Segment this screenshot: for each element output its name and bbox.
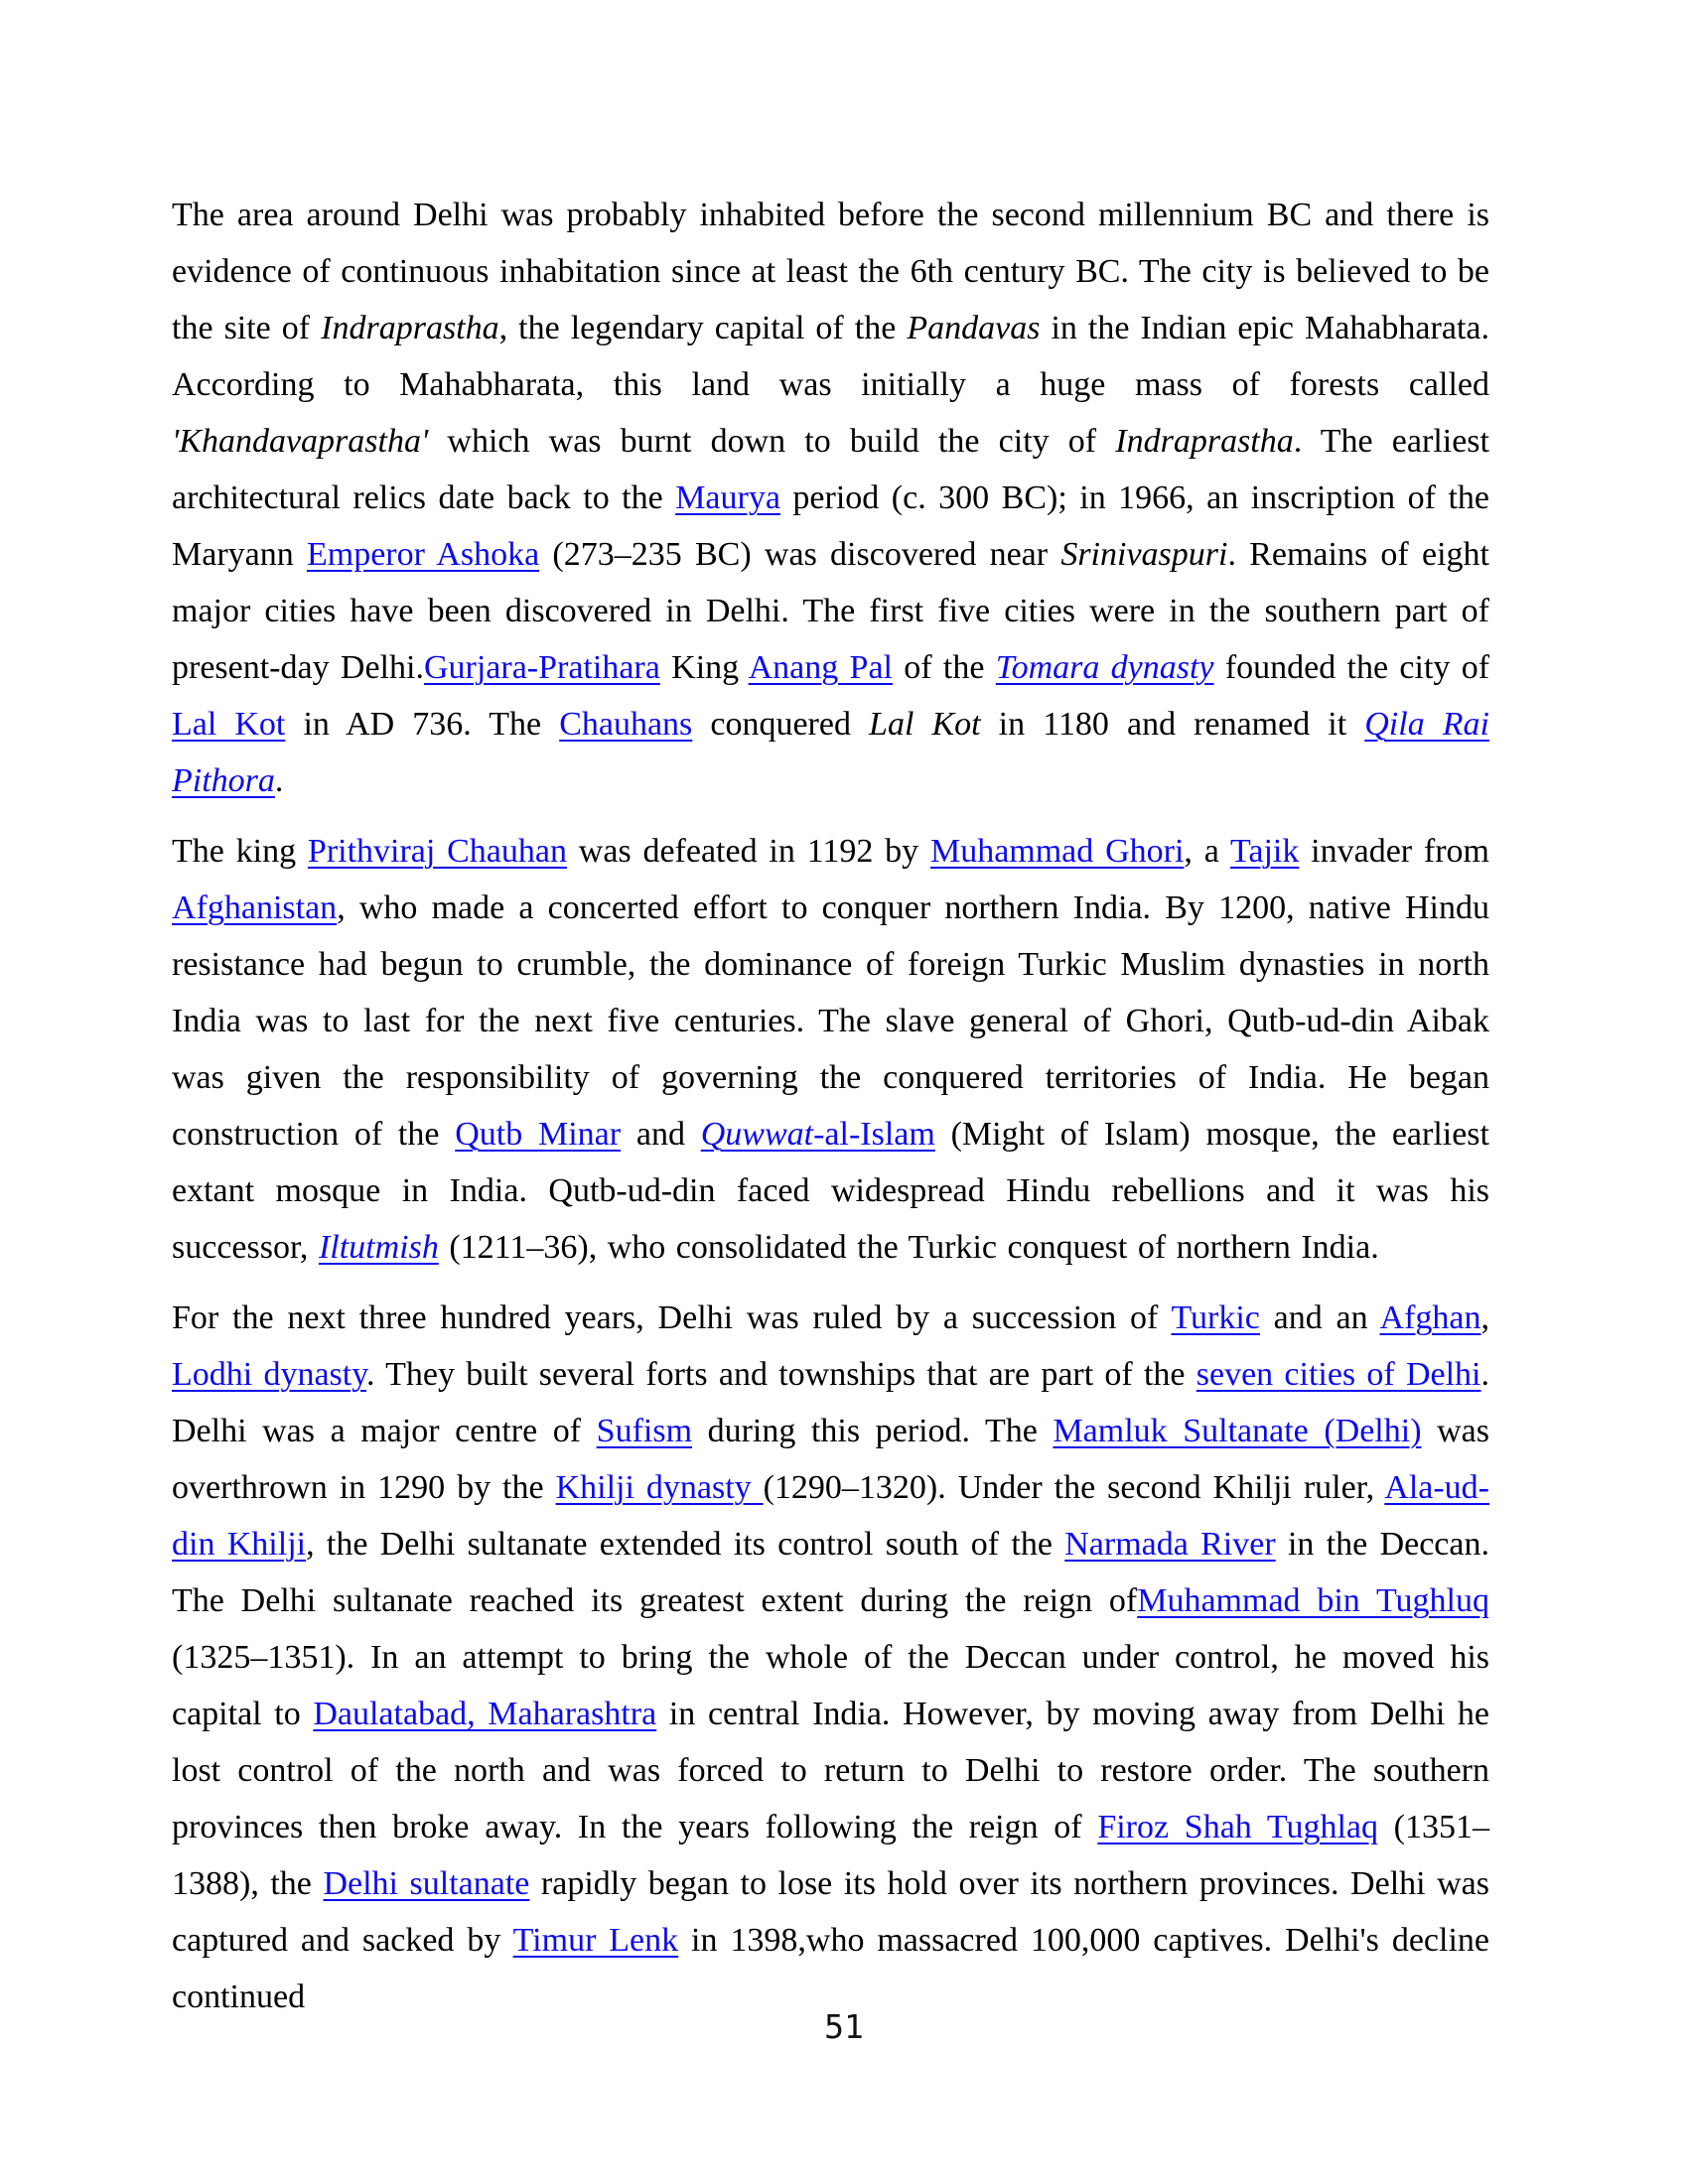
text-run: conquered (692, 706, 870, 743)
text-run: Indraprastha (1115, 423, 1294, 460)
link-turkic[interactable]: Turkic (1171, 1299, 1260, 1336)
link-chauhans[interactable]: Chauhans (559, 706, 693, 743)
link-lodhi-dynasty[interactable]: Lodhi dynasty (172, 1356, 367, 1393)
link-gurjara-pratihara[interactable]: Gurjara-Pratihara (423, 649, 660, 686)
text-run: Pandavas (907, 310, 1041, 346)
link-qila-rai-pithora[interactable]: Qila Rai Pithora (172, 706, 1489, 799)
text-run: . The earliest architectural relics date back to the (172, 423, 1489, 516)
link-tajik[interactable]: Tajik (1229, 833, 1300, 870)
text-run: . They built several forts and townships that are part of the (366, 1356, 1196, 1393)
link-tomara-dynasty[interactable]: Tomara dynasty (995, 649, 1214, 686)
text-run: was overthrown in 1290 by the (172, 1413, 1489, 1506)
paragraph-3 (172, 1290, 1489, 2025)
link-anang-pal[interactable]: Anang Pal (748, 649, 893, 686)
text-run: Srinivaspuri (1060, 536, 1228, 573)
text-run: King (659, 649, 749, 686)
link-al-islam[interactable]: -al-Islam (813, 1116, 935, 1153)
link-afghanistan[interactable]: Afghanistan (172, 889, 338, 926)
text-run: . Remains of eight major cities have been discovered in Delhi. The first five cities were in the southern part of present-day Delhi. (172, 536, 1489, 686)
text-run: (Might of Islam) mosque, the earliest extant mosque in India. Qutb-ud-din faced widespread Hindu rebellions and it was his successor, (172, 1116, 1489, 1266)
text-run: rapidly began to lose its hold over its northern provinces. Delhi was captured and sacked by (172, 1865, 1490, 1959)
link-seven-cities-of-delhi[interactable]: seven cities of Delhi (1196, 1356, 1481, 1393)
link-sufism[interactable]: Sufism (596, 1413, 693, 1449)
link-qutb-minar[interactable]: Qutb Minar (455, 1116, 622, 1153)
text-run: (1211–36), who consolidated the Turkic conquest of northern India. (438, 1229, 1379, 1266)
link-delhi-sultanate[interactable]: Delhi sultanate (323, 1865, 530, 1902)
text-run: 'Khandavaprastha' (172, 423, 429, 460)
text-run: and (621, 1116, 701, 1153)
link-afghan[interactable]: Afghan (1379, 1299, 1481, 1336)
link-emperor-ashoka[interactable]: Emperor Ashoka (306, 536, 540, 573)
link-daulatabad-maharashtra[interactable]: Daulatabad, Maharashtra (313, 1696, 657, 1732)
paragraph-1 (172, 187, 1489, 809)
link-quwwat[interactable]: Quwwat (700, 1116, 814, 1153)
text-run: was defeated in 1192 by (567, 833, 930, 870)
text-run: Indraprastha (321, 310, 499, 346)
text-run: . Delhi was a major centre of (172, 1356, 1489, 1449)
link-mamluk-sultanate-delhi[interactable]: Mamluk Sultanate (Delhi) (1053, 1413, 1422, 1449)
text-run: , the Delhi sultanate extended its control south of the (306, 1526, 1065, 1563)
link-muhammad-bin-tughluq[interactable]: Muhammad bin Tughluq (1137, 1582, 1489, 1619)
text-run: in central India. However, by moving away from Delhi he lost control of the north and was forced to return to Delhi to restore order. The southern provinces then broke away. In the years following the reign of (172, 1696, 1490, 1845)
link-lal-kot[interactable]: Lal Kot (172, 706, 286, 743)
text-run: (1351–1388), the (172, 1809, 1490, 1902)
link-prithviraj-chauhan[interactable]: Prithviraj Chauhan (307, 833, 567, 870)
text-run: founded the city of (1213, 649, 1490, 686)
text-run: invader from (1299, 833, 1490, 870)
text-run: which was burnt down to build the city of (428, 423, 1116, 460)
text-run: of the (892, 649, 996, 686)
text-run: in AD 736. The (285, 706, 560, 743)
page-number: 51 (824, 2007, 864, 2046)
text-run: The area around Delhi was probably inhabited before the second millennium BC and there is evidence of continuous inhabitation since at least the 6th century BC. The city is believed to be the site of (172, 197, 1489, 346)
text-run: For the next three hundred years, Delhi was ruled by a succession of (172, 1299, 1172, 1336)
text-run: , the legendary capital of the (498, 310, 908, 346)
text-run: The king (172, 833, 308, 870)
text-run: (1290–1320). Under the second Khilji ruler, (763, 1469, 1385, 1506)
text-run: , (1480, 1299, 1490, 1336)
link-khilji-dynasty[interactable]: Khilji dynasty (555, 1469, 764, 1506)
text-run: and an (1259, 1299, 1380, 1336)
paragraph-2 (172, 823, 1489, 1276)
link-firoz-shah-tughlaq[interactable]: Firoz Shah Tughlaq (1097, 1809, 1378, 1845)
link-muhammad-ghori[interactable]: Muhammad Ghori (929, 833, 1185, 870)
text-run: Lal Kot (869, 706, 981, 743)
text-run: during this period. The (692, 1413, 1054, 1449)
link-ala-ud-din-khilji[interactable]: Ala-ud-din Khilji (172, 1469, 1490, 1563)
document-body (172, 187, 1489, 2039)
link-timur-lenk[interactable]: Timur Lenk (512, 1922, 679, 1959)
text-run: . (274, 762, 284, 799)
text-run: , a (1184, 833, 1230, 870)
link-narmada-river[interactable]: Narmada River (1064, 1526, 1276, 1563)
link-maurya[interactable]: Maurya (675, 479, 780, 516)
text-run: in the Indian epic Mahabharata. According to Mahabharata, this land was initially a huge mass of forests called (172, 310, 1489, 403)
text-run: (273–235 BC) was discovered near (539, 536, 1061, 573)
text-run: in 1180 and renamed it (980, 706, 1365, 743)
text-run: in the Deccan. The Delhi sultanate reached its greatest extent during the reign of (172, 1526, 1489, 1619)
text-run: in 1398,who massacred 100,000 captives. Delhi's decline continued (172, 1922, 1489, 2015)
text-run: , who made a concerted effort to conquer northern India. By 1200, native Hindu resistance had begun to crumble, the dominance of foreign Turkic Muslim dynasties in north India was to last for the next five centuries. The slave general of Ghori, Qutb-ud-din Aibak was given the responsibility of governing the conquered territories of India. He began construction of the (172, 889, 1489, 1153)
text-run: period (c. 300 BC); in 1966, an inscription of the Maryann (172, 479, 1489, 573)
text-run: (1325–1351). In an attempt to bring the whole of the Deccan under control, he moved his capital to (172, 1639, 1489, 1732)
link-iltutmish[interactable]: Iltutmish (318, 1229, 439, 1266)
